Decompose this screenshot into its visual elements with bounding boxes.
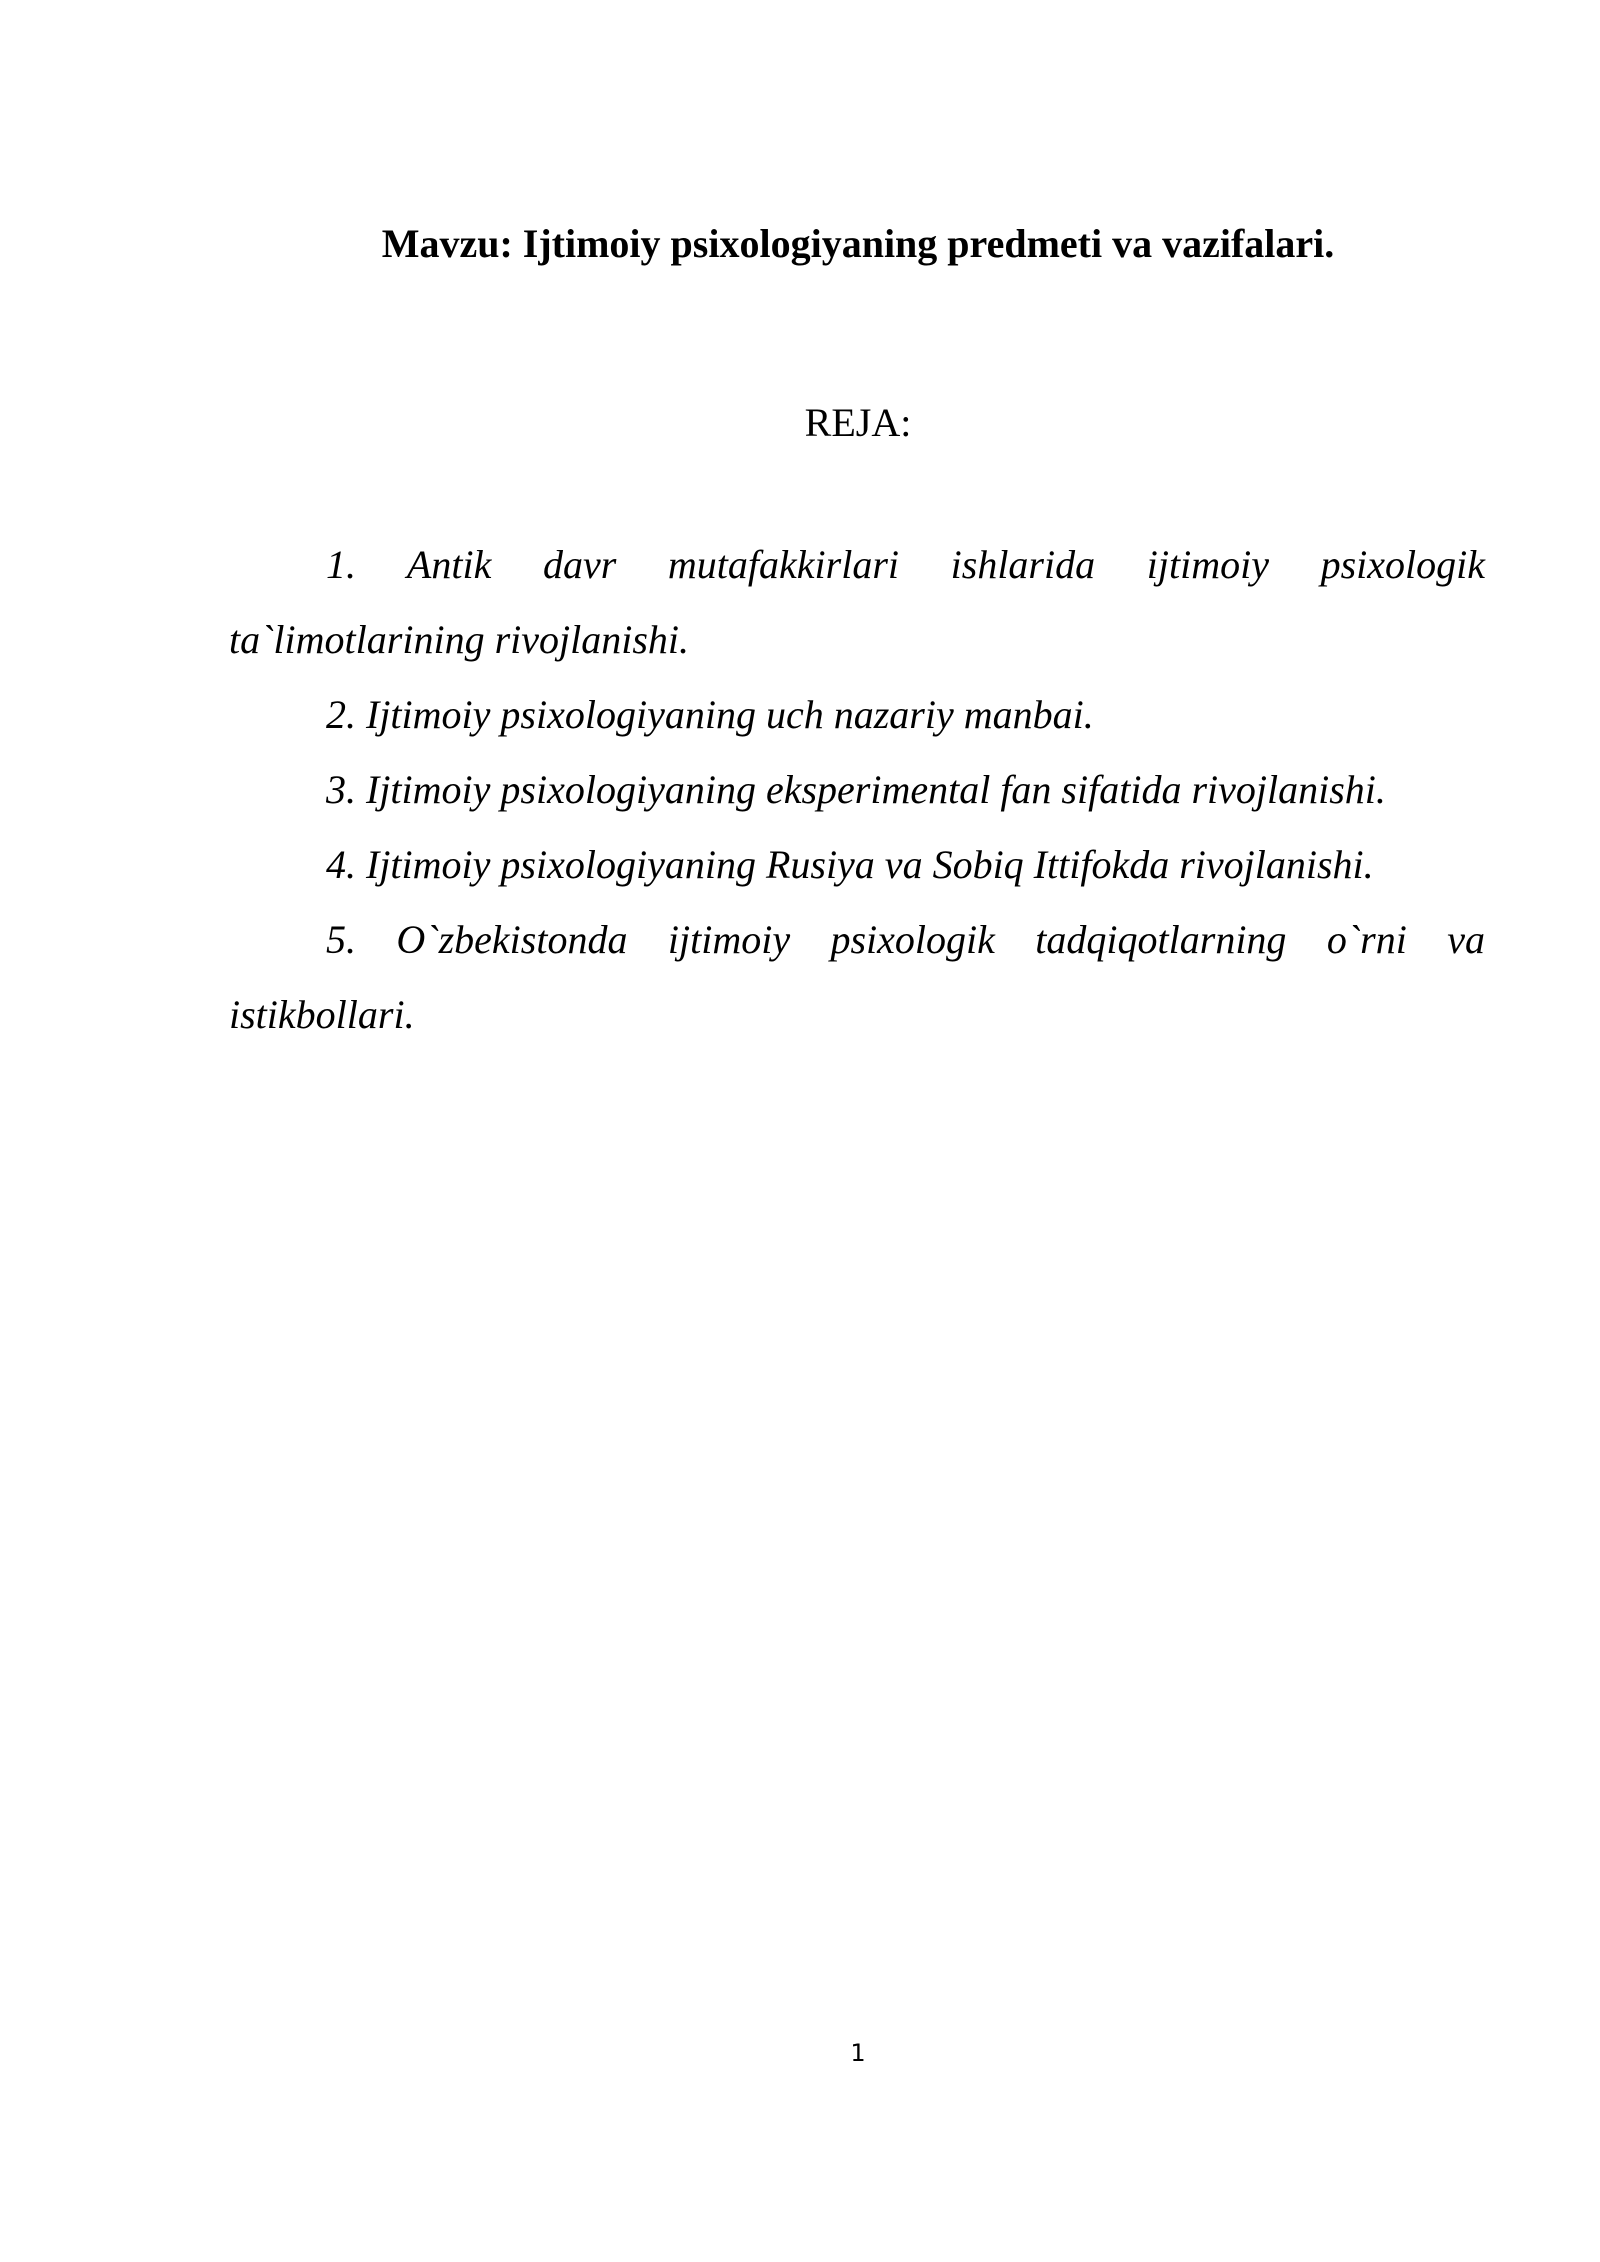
plan-list xyxy=(229,527,1485,1052)
plan-item-5: 5. O`zbekistonda ijtimoiy psixologik tadqiqotlarning o`rni va istikbollari. xyxy=(229,917,1485,1037)
page-number: 1 xyxy=(850,2039,866,2067)
plan-heading: REJA: xyxy=(804,400,912,445)
plan-item-2: 2. Ijtimoiy psixologiyaning uch nazariy manbai. xyxy=(326,692,1094,737)
plan-item-3: 3. Ijtimoiy psixologiyaning eksperimental fan sifatida rivojlanishi. xyxy=(326,767,1386,812)
plan-item-4: 4. Ijtimoiy psixologiyaning Rusiya va Sobiq Ittifokda rivojlanishi. xyxy=(326,842,1374,887)
document-title: Mavzu: Ijtimoiy psixologiyaning predmeti va vazifalari. xyxy=(381,221,1335,266)
plan-item-1: 1. Antik davr mutafakkirlari ishlarida ijtimoiy psixologik ta`limotlarining rivojlanishi. xyxy=(229,542,1485,662)
